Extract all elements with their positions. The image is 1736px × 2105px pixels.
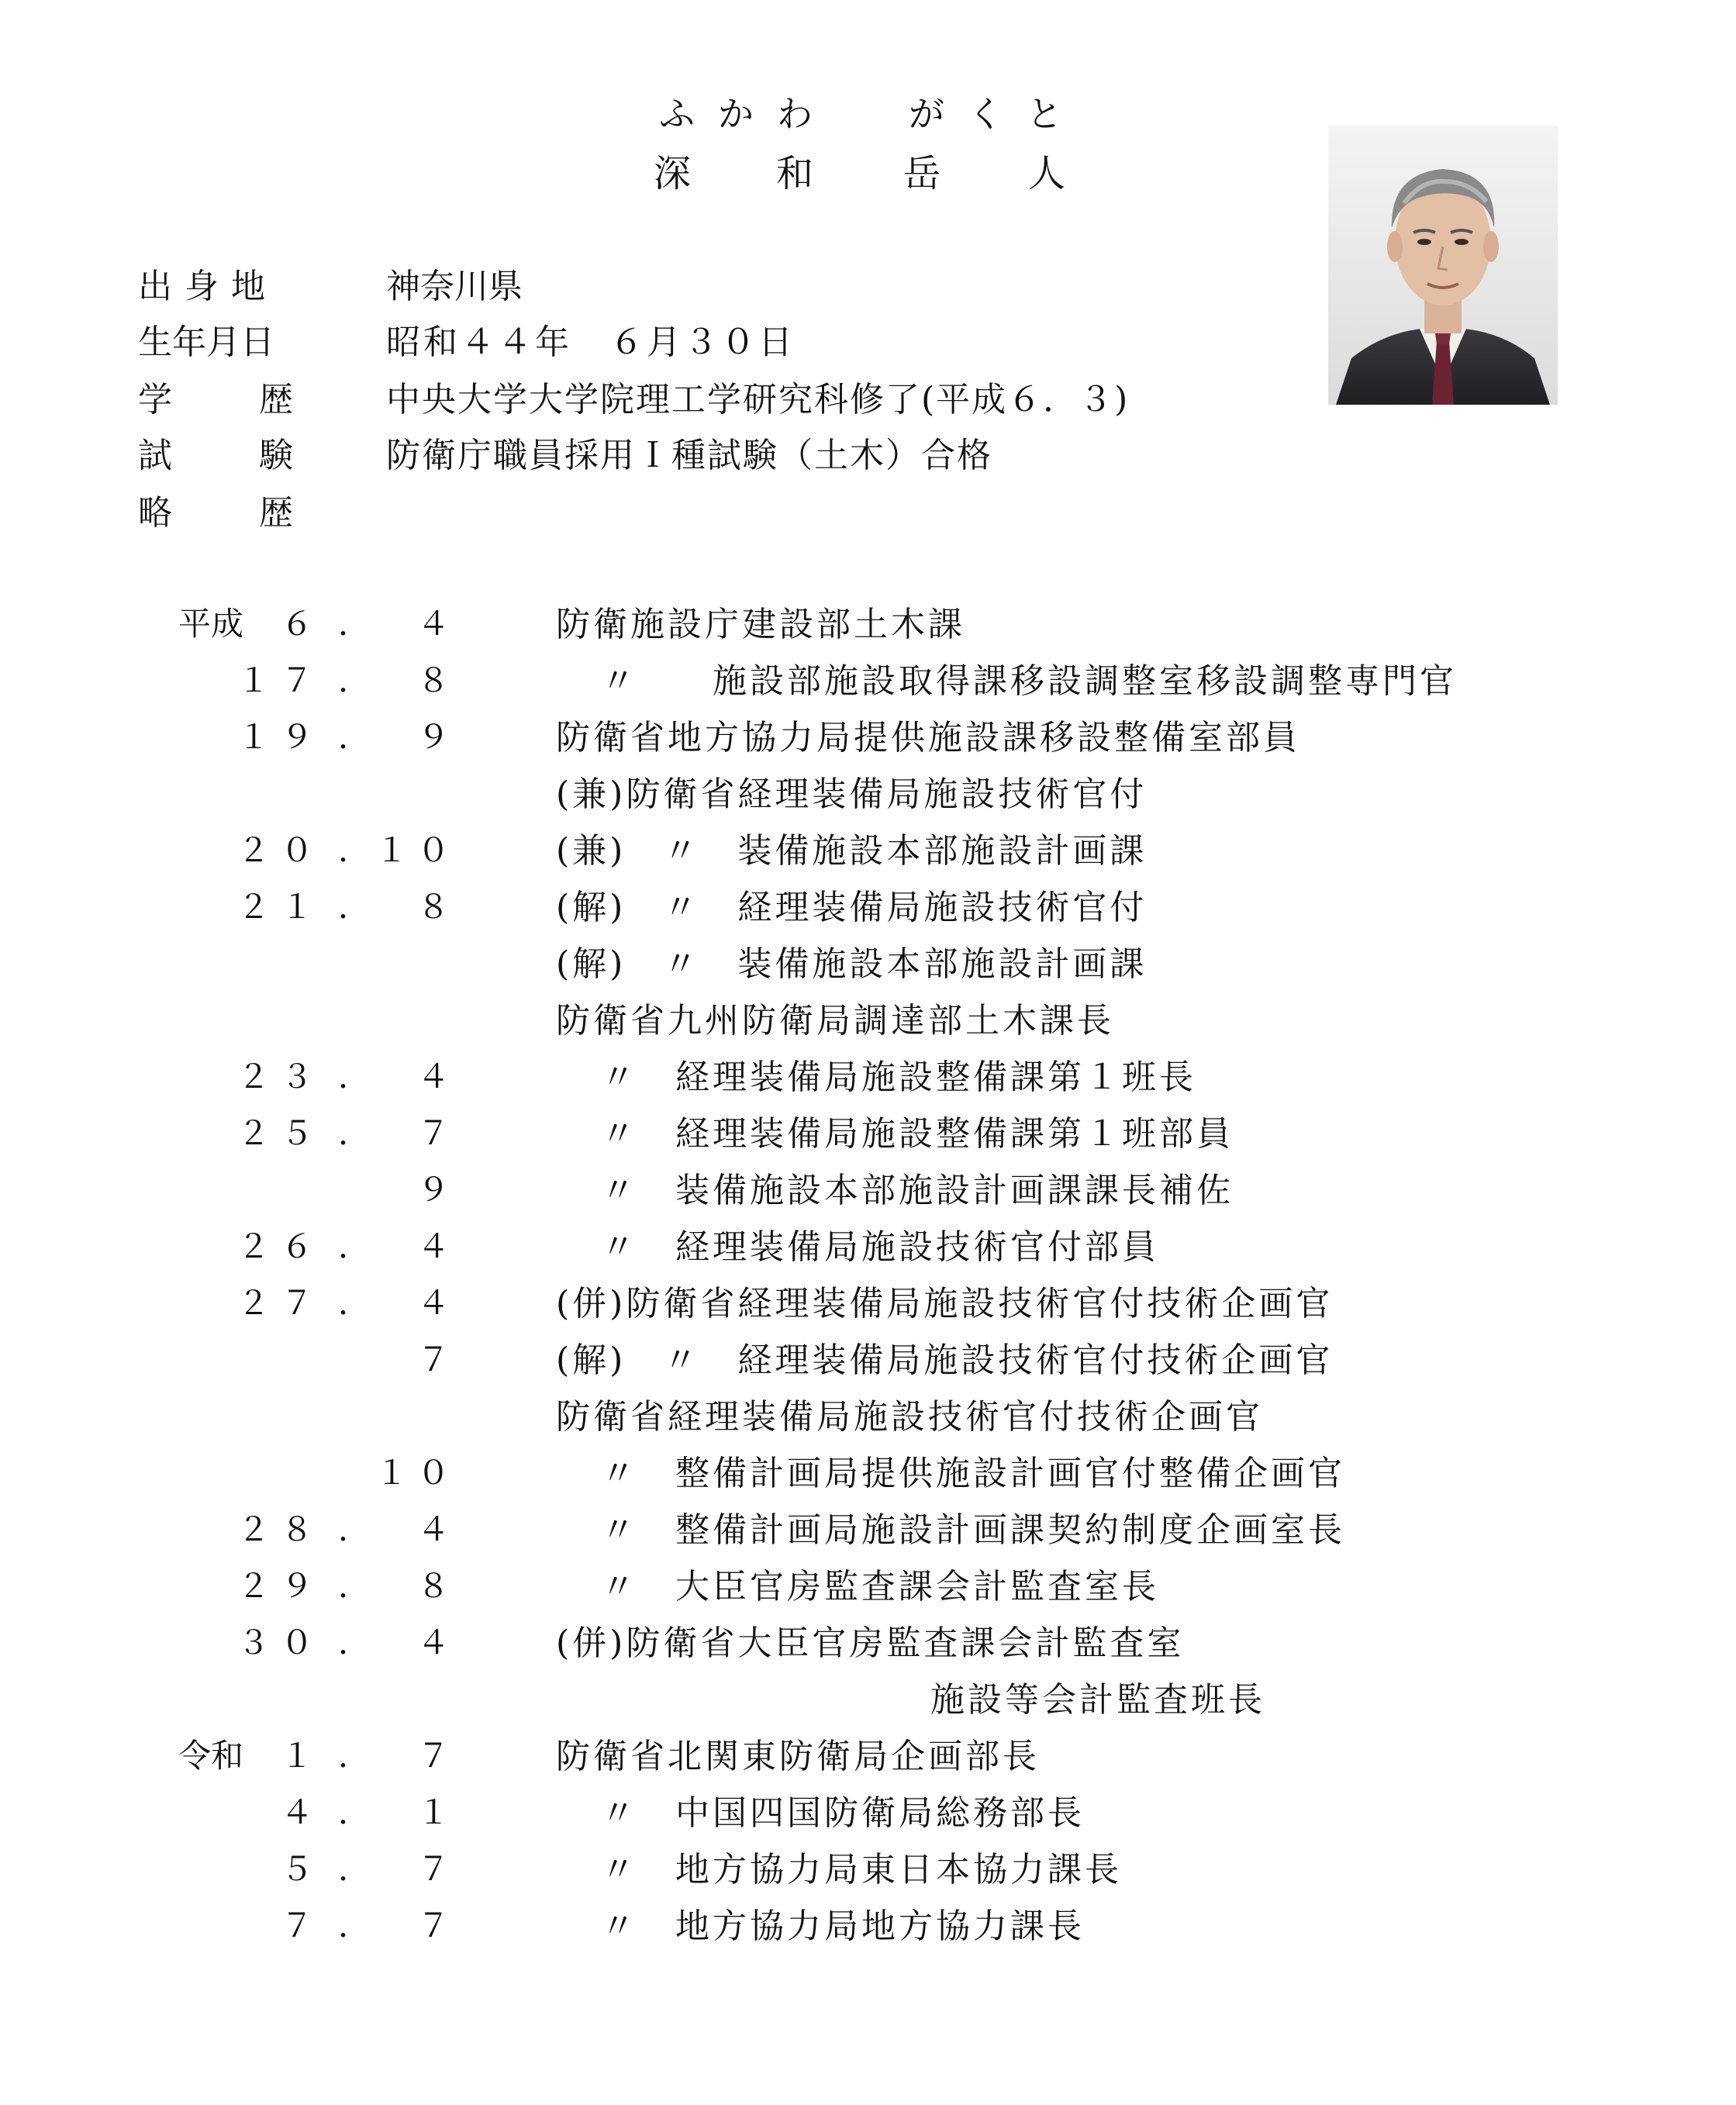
career-year: ２０ [236,831,324,869]
career-date-separator: ． [338,1907,371,1945]
career-month: ７ [416,1114,459,1152]
career-position: 〃 中国四国防衛局総務部長 [601,1793,1085,1833]
career-month: ４ [416,605,459,643]
career-position: (併)防衛省経理装備局施設技術官付技術企画官 [556,1284,1334,1323]
career-position: 〃 装備施設本部施設計画課課長補佐 [601,1171,1234,1210]
career-position: (解) 〃 装備施設本部施設計画課 [556,944,1148,984]
career-position: (解) 〃 経理装備局施設技術官付技術企画官 [556,1341,1334,1380]
career-year: ７ [280,1907,324,1945]
career-month: ４ [416,1058,459,1096]
career-month: １０ [374,1454,459,1492]
career-position: 〃 経理装備局施設技術官付部員 [601,1227,1159,1267]
career-month: １ [416,1793,459,1831]
profile-label-birthdate: 生年月日 [138,323,274,362]
career-date-separator: ． [338,1793,371,1831]
career-year: １ [280,1737,324,1775]
career-position: 〃 整備計画局施設計画課契約制度企画室長 [601,1510,1345,1550]
career-position: 〃 地方協力局地方協力課長 [601,1907,1085,1946]
career-month: ４ [416,1227,459,1265]
name-kana-family: ふかわ [659,93,836,135]
career-date-separator: ． [338,605,371,643]
career-year: ２３ [236,1058,324,1096]
career-position: (兼) 〃 装備施設本部施設計画課 [556,831,1148,871]
career-date-separator: ． [338,1058,371,1096]
career-position: 防衛省地方協力局提供施設課移設整備室部員 [556,718,1300,757]
career-year: ２７ [236,1284,324,1322]
career-date-separator: ． [338,1850,371,1888]
career-month: ８ [416,888,459,926]
portrait-photo [1328,126,1558,405]
profile-value-education: 中央大学大学院理工学研究科修了(平成６．３) [386,380,1130,419]
career-position: (解) 〃 経理装備局施設技術官付 [556,888,1148,927]
career-year: ２８ [236,1510,324,1548]
career-date-separator: ． [338,831,371,869]
name-kana-given: がくと [909,93,1085,135]
career-year: ６ [280,605,324,643]
career-month: ４ [416,1624,459,1662]
career-year: ５ [280,1850,324,1888]
career-month: ４ [416,1284,459,1322]
profile-label-birthplace: 出身地 [138,267,278,306]
career-month: ７ [416,1850,459,1888]
career-date-separator: ． [338,1510,371,1548]
career-year: １７ [236,661,324,699]
career-position: 〃 経理装備局施設整備課第１班部員 [601,1114,1234,1154]
career-month: ４ [416,1510,459,1548]
career-position: 〃 施設部施設取得課移設調整室移設調整専門官 [601,661,1457,701]
career-position: 防衛省経理装備局施設技術官付技術企画官 [556,1397,1263,1437]
career-date-separator: ． [338,1227,371,1265]
career-year: ２９ [236,1567,324,1605]
career-year: ２５ [236,1114,324,1152]
career-year: ３０ [236,1624,324,1662]
career-era: 平成 [178,605,244,643]
career-month: ９ [416,718,459,756]
name-kanji-1: 深 [654,152,692,195]
career-date-separator: ． [338,1737,371,1775]
career-position: 〃 経理装備局施設整備課第１班長 [601,1058,1196,1097]
career-position: 防衛省九州防衛局調達部土木課長 [556,1001,1114,1040]
career-year: ２１ [236,888,324,926]
profile-label-education: 学歴 [138,380,380,419]
career-position: 防衛省北関東防衛局企画部長 [556,1737,1040,1776]
career-position: 〃 地方協力局東日本協力課長 [601,1850,1122,1889]
career-month: ７ [416,1907,459,1945]
career-year: ２６ [236,1227,324,1265]
career-date-separator: ． [338,1624,371,1662]
career-position: (兼)防衛省経理装備局施設技術官付 [556,775,1148,814]
career-date-separator: ． [338,888,371,926]
profile-label-career: 略歴 [138,493,380,533]
career-date-separator: ． [338,718,371,756]
career-month: ８ [416,1567,459,1605]
career-date-separator: ． [338,1567,371,1605]
career-month: ８ [416,661,459,699]
name-kanji-3: 岳 [903,152,941,195]
profile-value-birthplace: 神奈川県 [386,267,523,306]
career-month: ９ [416,1171,459,1209]
name-kanji-2: 和 [776,152,814,195]
career-date-separator: ． [338,1284,371,1322]
profile-value-birthdate: 昭和４４年 ６月３０日 [386,323,796,362]
profile-value-exam: 防衛庁職員採用Ｉ種試験（土木）合格 [386,436,992,475]
career-month: ７ [416,1737,459,1775]
career-year: １９ [236,718,324,756]
career-era: 令和 [178,1737,244,1775]
career-month: ７ [416,1341,459,1379]
career-position: 〃 大臣官房監査課会計監査室長 [601,1567,1159,1606]
career-position: 防衛施設庁建設部土木課 [556,605,965,644]
career-date-separator: ． [338,1114,371,1152]
career-position: (併)防衛省大臣官房監査課会計監査室 [556,1624,1185,1663]
career-year: ４ [280,1793,324,1831]
name-kanji-4: 人 [1028,152,1066,195]
career-position: 施設等会計監査班長 [930,1680,1265,1720]
profile-label-exam: 試験 [138,436,380,475]
career-date-separator: ． [338,661,371,699]
career-position: 〃 整備計画局提供施設計画官付整備企画官 [601,1454,1345,1493]
portrait-illustration [1328,126,1558,405]
career-month: １０ [374,831,459,869]
